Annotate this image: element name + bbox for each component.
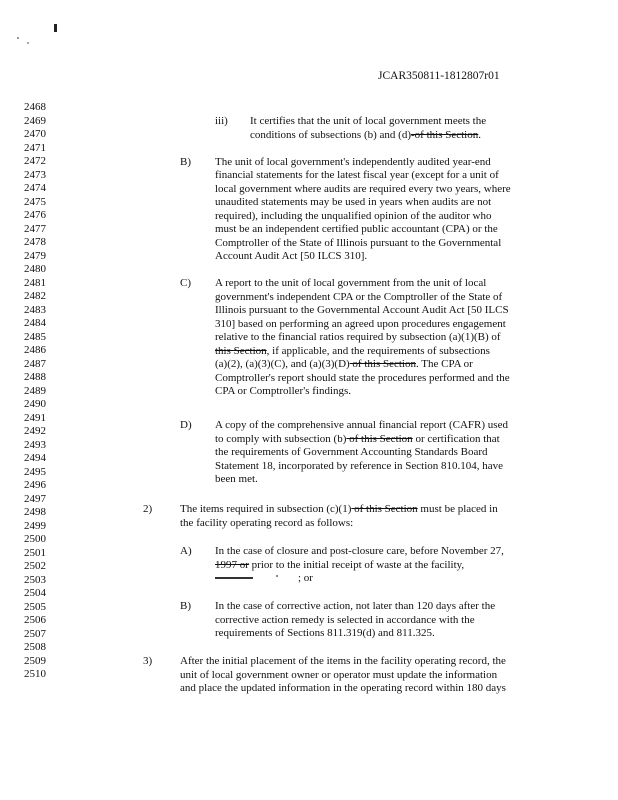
paragraph-line: The items required in subsection (c)(1) of this Section must be placed in — [180, 503, 498, 515]
paragraph-line: After the initial placement of the items in the facility operating record, the — [180, 655, 506, 667]
line-number: 2508 — [24, 641, 46, 653]
paragraph-line: and place the updated information in the operating record within 180 days — [180, 682, 506, 694]
line-number: 2491 — [24, 411, 46, 424]
line-number: 2481 — [24, 276, 46, 289]
paragraph-line: A copy of the comprehensive annual financial report (CAFR) used — [215, 419, 508, 431]
line-number: 2468 — [24, 101, 46, 113]
paragraph-line: relative to the financial ratios required by subsection (a)(1)(B) of — [215, 331, 501, 343]
paragraph-line: unit of local government owner or operator must update the information — [180, 668, 498, 681]
line-number: 2490 — [24, 398, 46, 410]
paragraph-line: corrective action remedy is selected in accordance with the — [215, 613, 475, 626]
line-number: 2501 — [24, 546, 46, 559]
line-number: 2489 — [24, 384, 46, 397]
paragraph-line: required), including the unqualified opinion of the auditor who — [215, 209, 492, 222]
line-number: 2478 — [24, 236, 46, 248]
paragraph-line: Comptroller's report should state the procedures performed and the — [215, 371, 510, 384]
item-marker-d: D) — [180, 419, 192, 431]
paragraph-line: requirements of Sections 811.319(d) and 811.325. — [215, 627, 435, 639]
line-number: 2471 — [24, 141, 46, 154]
scan-speck — [17, 37, 19, 39]
line-number: 2473 — [24, 168, 46, 181]
line-number: 2507 — [24, 627, 46, 640]
paragraph-line: (a)(2), (a)(3)(C), and (a)(3)(D) of this Section. The CPA or — [215, 358, 473, 370]
paragraph-line: this Section, if applicable, and the requirements of subsections — [215, 344, 490, 357]
line-number: 2480 — [24, 263, 46, 275]
paragraph-line: 310] based on performing an agreed upon procedures engagement — [215, 317, 506, 330]
paragraph-line: ; or — [298, 572, 313, 584]
line-number: 2493 — [24, 438, 46, 451]
scan-speck — [27, 42, 29, 44]
paragraph-line: The unit of local government's independently audited year-end — [215, 155, 491, 168]
paragraph-line: A report to the unit of local government from the unit of local — [215, 277, 487, 289]
item-iii-text: conditions of subsections (b) and (d)-of this Section. — [250, 128, 481, 141]
line-number: 2496 — [24, 479, 46, 491]
line-number: 2475 — [24, 195, 46, 208]
item-marker-2: 2) — [143, 503, 153, 515]
item-marker-c: C) — [180, 277, 191, 289]
item-marker-3: 3) — [143, 655, 153, 667]
line-number: 2488 — [24, 371, 46, 383]
line-number: 2484 — [24, 317, 46, 329]
line-number: 2502 — [24, 560, 46, 572]
line-number: 2495 — [24, 465, 46, 478]
paragraph-line: local government where audits are required every two years, where — [215, 182, 511, 195]
item-iii-text: It certifies that the unit of local government meets the — [250, 115, 487, 127]
line-number: 2469 — [24, 114, 46, 127]
line-number: 2503 — [24, 573, 46, 586]
paragraph-line: been met. — [215, 473, 258, 485]
paragraph-line: must be an independent certified public accountant (CPA) or the — [215, 223, 498, 235]
line-number: 2499 — [24, 519, 46, 532]
scan-speck — [54, 24, 57, 32]
line-number: 2482 — [24, 290, 46, 302]
paragraph-line: the facility operating record as follows: — [180, 516, 354, 529]
line-number: 2479 — [24, 249, 46, 262]
paragraph-line: In the case of corrective action, not later than 120 days after the — [215, 600, 496, 612]
line-number: 2505 — [24, 600, 46, 613]
paragraph-line: the requirements of Government Accounting Standards Board — [215, 446, 488, 458]
line-number: 2506 — [24, 614, 46, 626]
line-number: 2510 — [24, 668, 46, 680]
line-number: 2477 — [24, 222, 46, 235]
item-marker-iii: iii) — [215, 115, 228, 127]
line-number: 2472 — [24, 155, 46, 167]
paragraph-line: government's independent CPA or the Comptroller of the State of — [215, 290, 503, 303]
item-marker-a: A) — [180, 545, 192, 557]
scan-speck — [276, 575, 278, 577]
item-marker-b: B) — [180, 600, 191, 612]
line-number: 2476 — [24, 209, 46, 221]
line-number: 2485 — [24, 330, 46, 343]
paragraph-line: In the case of closure and post-closure care, before November 27, — [215, 545, 504, 557]
line-number: 2509 — [24, 654, 46, 667]
paragraph-line: Statement 18, incorporated by reference in Section 810.104, have — [215, 459, 504, 472]
line-number: 2474 — [24, 182, 46, 194]
item-marker-b: B) — [180, 155, 191, 168]
line-number: 2483 — [24, 303, 46, 316]
line-number: 2486 — [24, 344, 46, 356]
line-number: 2500 — [24, 533, 46, 545]
paragraph-line: Illinois pursuant to the Governmental Account Audit Act [50 ILCS — [215, 304, 509, 316]
paragraph-line: CPA or Comptroller's findings. — [215, 385, 352, 397]
paragraph-line: 1997 or prior to the initial receipt of waste at the facility, — [215, 558, 465, 571]
line-number: 2487 — [24, 357, 46, 370]
paragraph-line: financial statements for the latest fiscal year (except for a unit of — [215, 169, 499, 181]
line-number: 2504 — [24, 587, 46, 599]
paragraph-line: to comply with subsection (b) of this Section or certification that — [215, 432, 500, 445]
line-number: 2497 — [24, 492, 46, 505]
paragraph-line: Comptroller of the State of Illinois pursuant to the Governmental — [215, 236, 502, 249]
line-number: 2492 — [24, 425, 46, 437]
document-id: JCAR350811-1812807r01 — [378, 70, 500, 82]
line-number: 2470 — [24, 128, 46, 140]
line-number: 2494 — [24, 452, 46, 464]
paragraph-line: Account Audit Act [50 ILCS 310]. — [215, 250, 368, 262]
struck-artifact — [215, 577, 253, 579]
paragraph-line: unaudited statements may be used in years when audits are not — [215, 196, 492, 208]
line-number: 2498 — [24, 506, 46, 518]
